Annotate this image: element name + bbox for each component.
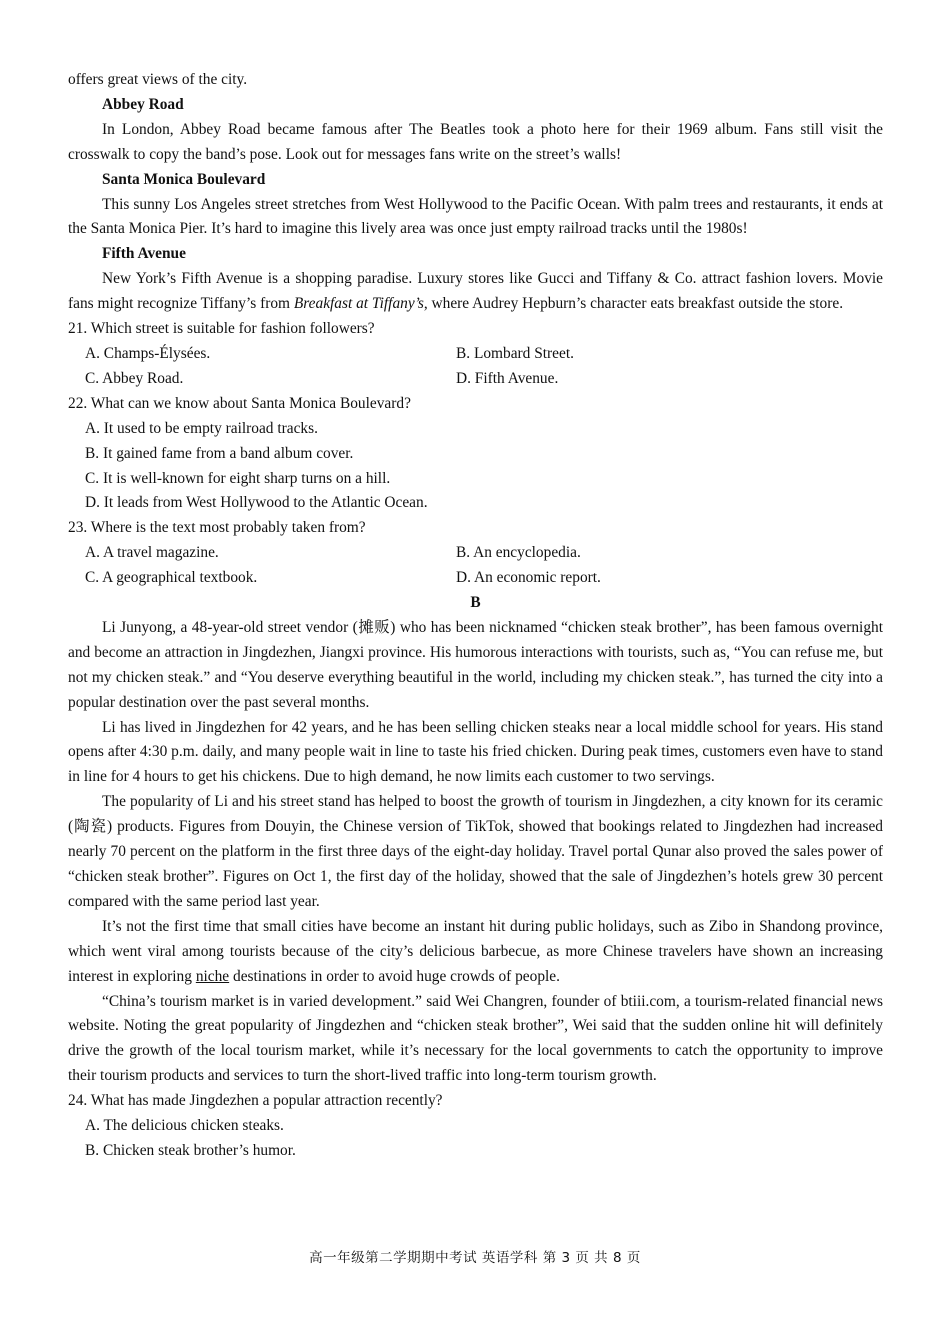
question-23-stem: 23. Where is the text most probably taken from? — [68, 519, 366, 537]
passage-b-paragraph-4 — [68, 915, 883, 990]
passage-b-paragraph-2: Li has lived in Jingdezhen for 42 years, and he has been selling chicken steaks near a local middle school for years. His stand opens after 4:30 p.m. daily, and many people wait in line to taste his fried chicken. During peak times, customers even have to stand in line for 4 hours to get his chickens. Due to high demand, he now limits each customer to two servings. — [68, 718, 883, 786]
question-21-options-row-2 — [68, 367, 883, 392]
section-text-fifth-avenue — [68, 267, 883, 317]
question-23-option-a: A. A travel magazine. — [85, 544, 219, 562]
question-23-options-row-2 — [68, 566, 883, 591]
question-22-option-b: B. It gained fame from a band album cover. — [85, 444, 354, 462]
passage-b-paragraph-3: The popularity of Li and his street stand has helped to boost the growth of tourism in Jingdezhen, a city known for its ceramic (陶瓷) products. Figures from Douyin, the Chinese version of TikTok, showed that bookings related to Jingdezhen had increased nearly 70 percent on the platform in the first three days of the eight-day holiday. Travel portal Qunar also proved the sales power of “chicken steak brother”. Figures on Oct 1, the first day of the holiday, showed that the sale of Jingdezhen’s hotels grew 30 percent compared with the same period last year. — [68, 793, 883, 910]
section-title-fifth-avenue: Fifth Avenue — [102, 245, 186, 263]
question-21-stem: 21. Which street is suitable for fashion followers? — [68, 320, 375, 338]
text-segment: , where Audrey Hepburn’s character eats breakfast outside the store. — [423, 295, 844, 313]
question-21-option-b: B. Lombard Street. — [456, 344, 574, 362]
question-23-option-b: B. An encyclopedia. — [456, 544, 581, 562]
passage-b-paragraph-1: Li Junyong, a 48-year-old street vendor (摊贩) who has been nicknamed “chicken steak brother”, has been famous overnight and become an attraction in Jingdezhen, Jiangxi province. His humorous interactions with tourists, such as, “You can refuse me, but not my chicken steak.” and “You deserve everything beautiful in the world, including my chicken steak.”, has turned the city into a popular destination over the past several months. — [68, 618, 883, 711]
question-21-options-row-1 — [68, 342, 883, 367]
underlined-word: niche — [195, 967, 230, 985]
section-title-santa-monica: Santa Monica Boulevard — [102, 170, 266, 188]
question-22-option-a: A. It used to be empty railroad tracks. — [85, 419, 318, 437]
section-text-santa-monica: This sunny Los Angeles street stretches from West Hollywood to the Pacific Ocean. With palm trees and restaurants, it ends at the Santa Monica Pier. It’s hard to imagine this lively area was once just empty railroad tracks until the 1980s! — [68, 195, 883, 238]
section-title-abbey-road: Abbey Road — [102, 95, 184, 113]
question-23-option-d: D. An economic report. — [456, 569, 601, 587]
passage-a-intro-tail: offers great views of the city. — [68, 71, 248, 88]
question-21-option-d: D. Fifth Avenue. — [456, 369, 559, 387]
text-segment: New York’s Fifth Avenue is a shopping paradise. Luxury stores like Gucci and Tiffany & Co. attract fashion lovers. Movie fans might recognize Tiffany’s from — [68, 270, 883, 313]
question-22-option-d: D. It leads from West Hollywood to the Atlantic Ocean. — [85, 494, 428, 512]
page-footer: 高一年级第二学期期中考试 英语学科 第 3 页 共 8 页 — [309, 1250, 641, 1266]
question-24-option-b: B. Chicken steak brother’s humor. — [85, 1141, 296, 1159]
question-22-option-c: C. It is well-known for eight sharp turns on a hill. — [85, 469, 391, 487]
question-24-stem: 24. What has made Jingdezhen a popular attraction recently? — [68, 1092, 443, 1110]
text-segment: It’s not the first time that small cities have become an instant hit during public holidays, such as Zibo in Shandong province, which went viral among tourists because of the city’s delicious barbecue, as more Chinese travelers have shown an increasing interest in exploring — [68, 917, 883, 985]
text-segment: destinations in order to avoid huge crowds of people. — [229, 967, 560, 985]
movie-title: Breakfast at Tiffany’s — [293, 295, 424, 313]
passage-b-label: B — [470, 594, 481, 612]
passage-b-paragraph-5: “China’s tourism market is in varied development.” said Wei Changren, founder of btiii.com, a tourism-related financial news website. Noting the great popularity of Jingdezhen and “chicken steak brother”, Wei said that the sudden online hit will definitely drive the growth of the local tourism market, while it’s necessary for the local governments to catch the opportunity to improve their tourism products and services to turn the short-lived traffic into long-term tourism growth. — [68, 992, 883, 1085]
question-24-option-a: A. The delicious chicken steaks. — [85, 1117, 284, 1135]
document-page — [68, 68, 883, 1164]
question-21-option-a: A. Champs-Élysées. — [85, 344, 211, 362]
question-23-option-c: C. A geographical textbook. — [85, 569, 258, 587]
section-text-abbey-road: In London, Abbey Road became famous after The Beatles took a photo here for their 1969 album. Fans still visit the crosswalk to copy the band’s pose. Look out for messages fans write on the street’s walls! — [68, 120, 883, 163]
question-22-stem: 22. What can we know about Santa Monica Boulevard? — [68, 394, 411, 412]
question-21-option-c: C. Abbey Road. — [85, 369, 184, 387]
question-23-options-row-1 — [68, 541, 883, 566]
